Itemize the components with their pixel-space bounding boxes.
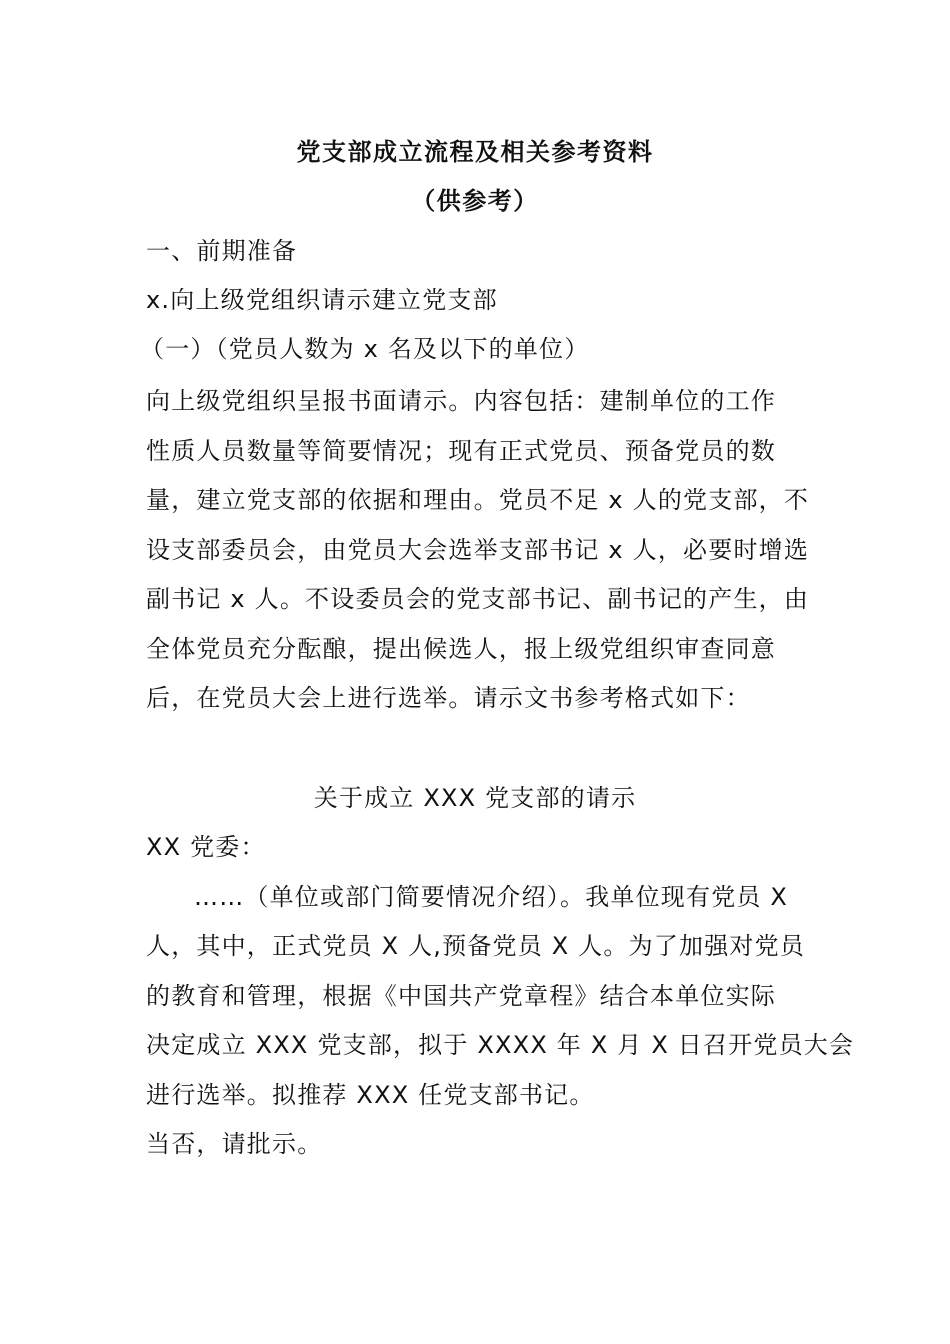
- document-subtitle: （供参考）: [411, 187, 539, 215]
- body-line: 性质人员数量等简要情况；现有正式党员、预备党员的数: [146, 437, 776, 465]
- item-heading: x.向上级党组织请示建立党支部: [146, 286, 498, 314]
- body-line: 后，在党员大会上进行选举。请示文书参考格式如下：: [146, 684, 751, 712]
- request-addressee: XX 党委：: [146, 833, 266, 861]
- section-heading: 一、前期准备: [146, 237, 298, 265]
- body-line: 设支部委员会，由党员大会选举支部书记 x 人，必要时增选: [146, 536, 810, 564]
- body-line: 向上级党组织呈报书面请示。内容包括：建制单位的工作: [146, 387, 776, 415]
- sub-heading: （一）（党员人数为 x 名及以下的单位）: [140, 335, 590, 363]
- body-line: 副书记 x 人。不设委员会的党支部书记、副书记的产生，由: [146, 585, 810, 613]
- body-line: 全体党员充分酝酿，提出候选人，报上级党组织审查同意: [146, 635, 776, 663]
- request-line: 的教育和管理，根据《中国共产党章程》结合本单位实际: [146, 982, 776, 1010]
- request-line: 进行选举。拟推荐 XXX 任党支部书记。: [146, 1081, 595, 1109]
- request-line: ……（单位或部门简要情况介绍）。我单位现有党员 X: [194, 883, 789, 911]
- request-title: 关于成立 XXX 党支部的请示: [313, 784, 637, 812]
- document-title: 党支部成立流程及相关参考资料: [296, 138, 654, 166]
- request-closing: 当否，请批示。: [146, 1130, 323, 1158]
- request-line: 决定成立 XXX 党支部，拟于 XXXX 年 X 月 X 日召开党员大会: [146, 1031, 855, 1059]
- body-line: 量，建立党支部的依据和理由。党员不足 x 人的党支部，不: [146, 486, 810, 514]
- request-line: 人，其中，正式党员 X 人,预备党员 X 人。为了加强对党员: [146, 932, 806, 960]
